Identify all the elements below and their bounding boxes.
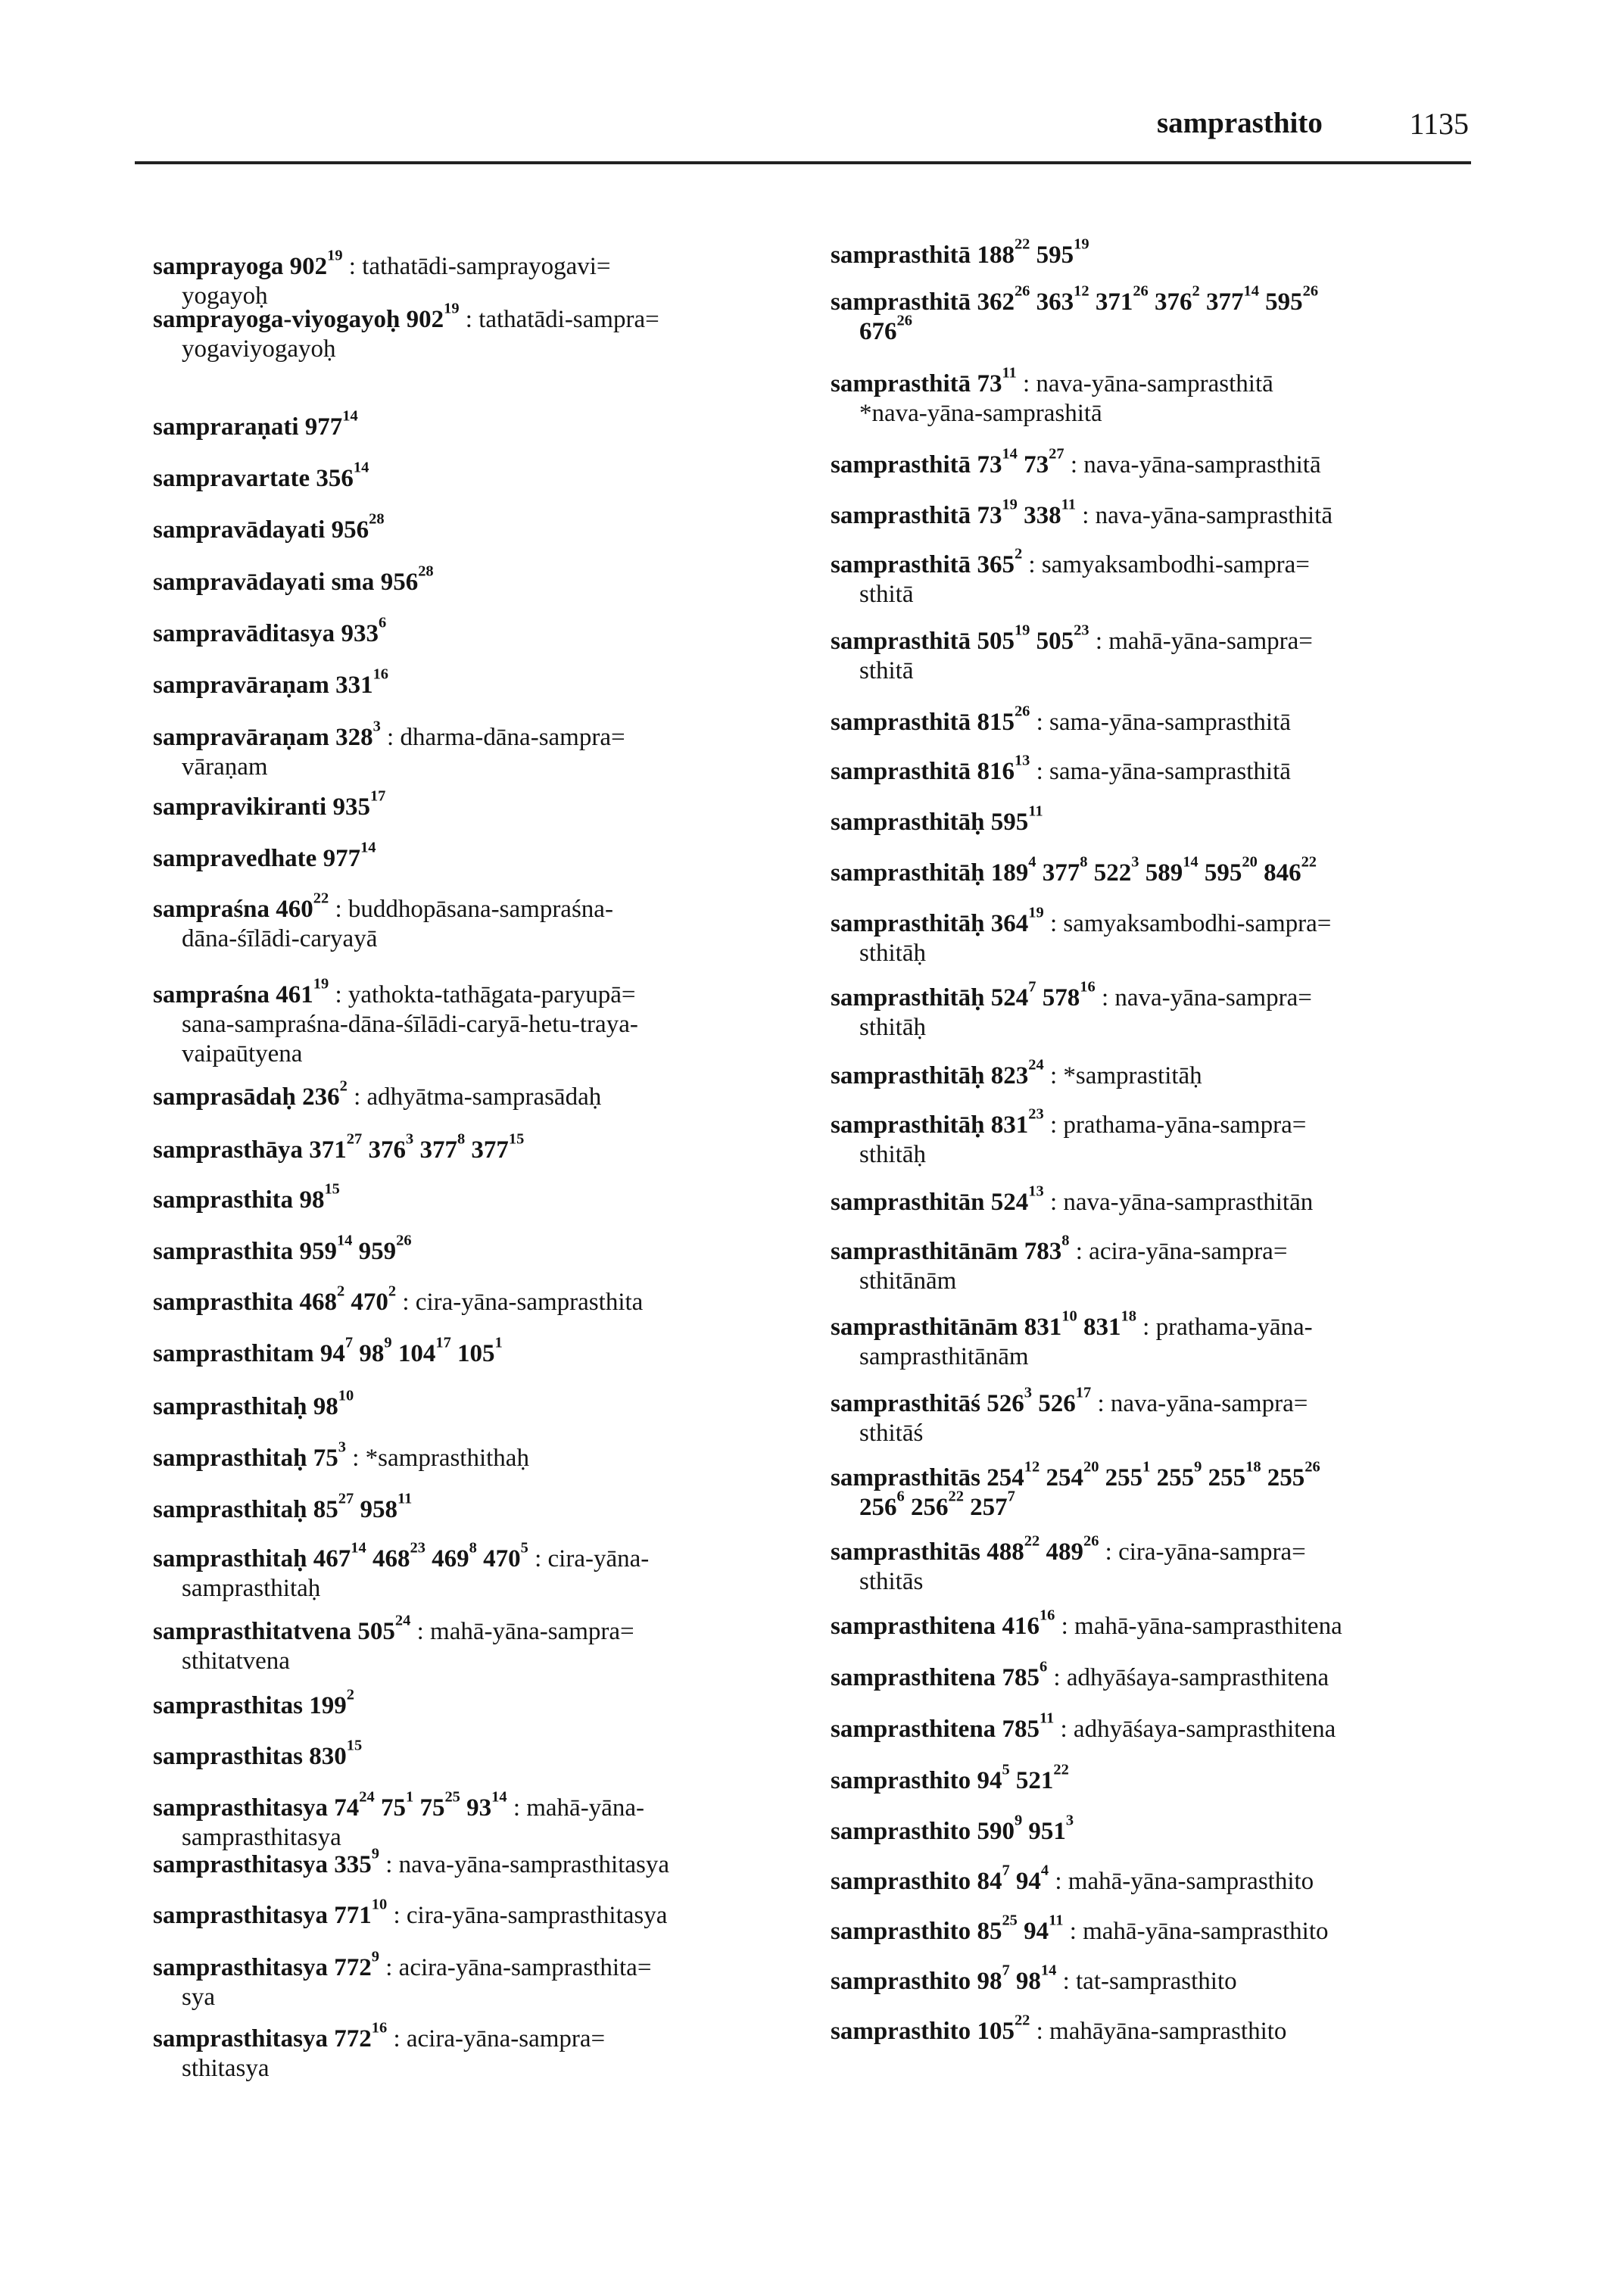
headword: samprasthitaḥ — [153, 1393, 307, 1420]
headword: samprasthita — [153, 1238, 294, 1265]
gloss: : *samprasthithaḥ — [346, 1445, 529, 1472]
gloss-continuation: sya — [182, 1984, 215, 2011]
index-entry — [153, 1737, 363, 1772]
headword: samprasthitas — [153, 1692, 304, 1719]
headword: samprasthito — [831, 1918, 971, 1945]
gloss: : cira-yāna- — [528, 1545, 650, 1572]
page-references: $977^{14}$ — [304, 407, 358, 441]
index-entry — [153, 1130, 525, 1165]
headword: samprasthāya — [153, 1136, 304, 1164]
headword: samprasthitā — [831, 628, 971, 655]
gloss: : acira-yāna-sampra= — [1069, 1238, 1288, 1265]
index-entry — [153, 1788, 644, 1853]
index-entry — [153, 1077, 602, 1112]
page-references: $772^9$ — [334, 1948, 379, 1981]
gloss: : tat-samprasthito — [1056, 1968, 1237, 1995]
page-references: $331^{16}$ — [335, 665, 389, 699]
index-entry — [831, 235, 1089, 270]
gloss-continuation: sana-sampraśna-dāna-śīlādi-caryā-hetu-traya- — [182, 1011, 638, 1038]
gloss: : nava-yāna-samprasthitān — [1043, 1189, 1314, 1216]
gloss: : cira-yāna-sampra= — [1099, 1538, 1306, 1566]
gloss-continuation: vaipaūtyena — [182, 1040, 303, 1068]
index-entry — [831, 904, 1332, 968]
gloss: : tathatādi-sampra= — [459, 306, 659, 333]
index-entry — [831, 496, 1333, 531]
headword: samprasthitena — [831, 1664, 996, 1691]
index-entry — [831, 978, 1312, 1043]
gloss-continuation: sthitāḥ — [859, 1014, 926, 1041]
gloss: : mahā-yāna-sampra= — [1089, 628, 1313, 655]
index-entry — [831, 1710, 1336, 1744]
index-entry — [153, 890, 613, 954]
page-references: $831^{10}$ $831^{18}$ — [1024, 1308, 1136, 1341]
page-references: $236^2$ — [302, 1077, 348, 1111]
index-entry — [831, 803, 1043, 837]
running-header — [1157, 106, 1469, 151]
headword: samprasthitas — [153, 1743, 304, 1770]
gloss: : nava-yāna-samprasthitā — [1075, 502, 1333, 529]
page-references: $956^{28}$ — [331, 510, 385, 544]
gloss: : acira-yāna-samprasthita= — [379, 1954, 652, 1981]
headword: samprasthitā — [831, 370, 971, 397]
index-entry — [831, 1532, 1306, 1597]
gloss: : mahāyāna-samprasthito — [1030, 2018, 1287, 2045]
index-entry — [831, 2012, 1287, 2046]
index-entry — [153, 1438, 529, 1473]
headword: samprayoga — [153, 253, 284, 280]
gloss-continuation: sthitā — [859, 657, 914, 684]
headword: samprasthitam — [153, 1340, 314, 1367]
page-references: $94^7$ $98^9$ $104^{17}$ $105^1$ — [320, 1334, 503, 1367]
index-entry — [153, 1845, 670, 1880]
index-entry — [153, 247, 611, 311]
index-entry — [153, 2019, 606, 2084]
gloss: : buddhopāsana-sampraśna- — [329, 896, 613, 923]
index-entry — [831, 1812, 1074, 1847]
headword: samprasthitasya — [153, 1902, 329, 1929]
gloss-continuation: $256^6$ $256^{22}$ $257^7$ — [859, 1488, 1015, 1521]
gloss-continuation: samprasthitānām — [859, 1343, 1029, 1370]
gloss: : nava-yāna-samprasthitasya — [379, 1851, 670, 1878]
index-entry — [831, 545, 1310, 609]
headword: samprasthitasya — [153, 2025, 329, 2052]
headword: samprasthitaḥ — [153, 1545, 307, 1572]
headword: samprasthito — [831, 1818, 971, 1845]
index-entry — [831, 1056, 1202, 1091]
page-references: $254^{12}$ $254^{20}$ $255^1$ $255^9$ $255^{18}$ $255^{26}$ — [987, 1458, 1320, 1491]
page-references: $98^{10}$ — [313, 1387, 354, 1420]
index-entry — [153, 1180, 340, 1215]
index-entry — [831, 282, 1319, 347]
index-entry — [153, 563, 434, 597]
page-references: $371^{27}$ $376^3$ $377^8$ $377^{15}$ — [309, 1130, 525, 1164]
page-references: $84^7$ $94^4$ — [977, 1862, 1049, 1895]
headword: samprasthitena — [831, 1716, 996, 1743]
page-references: $73^{11}$ — [977, 364, 1017, 397]
gloss: : mahā-yāna-samprasthito — [1049, 1868, 1314, 1895]
page-references: $365^2$ — [977, 545, 1023, 578]
headword: samprasthitānām — [831, 1238, 1018, 1265]
page-references: $85^{27}$ $958^{11}$ — [313, 1490, 413, 1523]
page-references: $461^{19}$ — [276, 975, 329, 1008]
page-references: $816^{13}$ — [977, 752, 1030, 785]
page-references: $188^{22}$ $595^{19}$ — [977, 235, 1089, 269]
header-rule — [135, 161, 1471, 164]
index-entry — [831, 752, 1291, 787]
headword: sampravāraṇam — [153, 724, 329, 751]
index-entry — [831, 1862, 1314, 1897]
gloss: : cira-yāna-samprasthitasya — [387, 1902, 668, 1929]
headword: samprasthito — [831, 1868, 971, 1895]
gloss: : *samprastitāḥ — [1043, 1062, 1202, 1089]
page-references: $785^6$ — [1002, 1658, 1048, 1691]
headword: sampravādayati — [153, 516, 326, 544]
page-number: 1135 — [1409, 107, 1469, 141]
page-references: $73^{14}$ $73^{27}$ — [977, 445, 1064, 478]
gloss-continuation: yogayoḥ — [182, 282, 268, 310]
headword: samprayoga-viyogayoḥ — [153, 306, 401, 333]
headword: samprasthitās — [831, 1464, 981, 1491]
index-entry — [831, 703, 1291, 737]
headword: samprasthitās — [831, 1538, 981, 1566]
gloss-continuation: yogaviyogayoḥ — [182, 335, 336, 363]
page-references: $590^9$ $951^3$ — [977, 1812, 1074, 1845]
index-entry — [153, 1232, 412, 1267]
gloss: : mahā-yāna-samprasthitena — [1055, 1613, 1342, 1640]
headword: sampravādayati sma — [153, 569, 375, 596]
page-references: $902^{19}$ — [289, 247, 343, 280]
headword: samprasthitā — [831, 758, 971, 785]
headword: samprasthitāḥ — [831, 1062, 985, 1089]
page-references: $85^{25}$ $94^{11}$ — [977, 1912, 1064, 1945]
headword: sampravikiranti — [153, 793, 327, 821]
headword: samprasthitāḥ — [831, 859, 985, 887]
headword: samprasthitasya — [153, 1794, 329, 1822]
page-references: $505^{24}$ — [357, 1612, 411, 1645]
headword: samprasthitāḥ — [831, 809, 985, 836]
page-references: $935^{17}$ — [332, 787, 386, 821]
page-references: $524^{13}$ — [990, 1183, 1044, 1216]
gloss: : yathokta-tathāgata-paryupā= — [329, 981, 636, 1008]
gloss: : nava-yāna-samprasthitā — [1064, 451, 1321, 478]
page-references: $815^{26}$ — [977, 703, 1030, 736]
gloss-continuation: $676^{26}$ — [859, 312, 912, 345]
page-references: $977^{14}$ — [323, 839, 376, 872]
page-references: $189^4$ $377^8$ $522^3$ $589^{14}$ $595^{20}$ $846^{22}$ — [990, 853, 1317, 887]
headword: samprasthitān — [831, 1189, 985, 1216]
page-references: $73^{19}$ $338^{11}$ — [977, 496, 1076, 529]
headword: samprasthitasya — [153, 1954, 329, 1981]
gloss-continuation: sthitasya — [182, 2055, 270, 2082]
headword: sampravāditasya — [153, 620, 335, 647]
page-references: $772^{16}$ — [334, 2019, 388, 2052]
index-entry — [831, 1384, 1308, 1448]
page-references: $830^{15}$ — [309, 1737, 363, 1770]
index-entry — [831, 1458, 1320, 1523]
headword: samprasthitā — [831, 242, 971, 269]
gloss-continuation: sthitāḥ — [859, 1141, 926, 1168]
gloss-continuation: sthitās — [859, 1568, 924, 1595]
gloss-continuation: sthitatvena — [182, 1647, 290, 1675]
gloss-continuation: sthitānām — [859, 1267, 957, 1295]
index-entry — [831, 1912, 1329, 1946]
gloss-continuation: samprasthitasya — [182, 1824, 341, 1851]
gloss: : mahā-yāna-samprasthito — [1063, 1918, 1329, 1945]
page-references: $488^{22}$ $489^{26}$ — [987, 1532, 1099, 1566]
page-references: $328^3$ — [335, 718, 381, 751]
index-entry — [153, 459, 369, 494]
index-entry — [831, 1232, 1288, 1296]
headword: samprasthitena — [831, 1613, 996, 1640]
gloss-continuation: vāraṇam — [182, 753, 268, 781]
page-references: $468^2$ $470^2$ — [299, 1283, 397, 1316]
gloss: : mahā-yāna-sampra= — [410, 1618, 634, 1645]
index-entry — [153, 1686, 354, 1721]
page-references: $199^2$ — [309, 1686, 354, 1719]
index-entry — [831, 1308, 1313, 1372]
gloss: : prathama-yāna-sampra= — [1043, 1111, 1307, 1139]
gloss-continuation: samprasthitaḥ — [182, 1575, 321, 1602]
headword: samprasthito — [831, 1767, 971, 1794]
gloss: : adhyāśaya-samprasthitena — [1054, 1716, 1336, 1743]
headword: samprasthitā — [831, 502, 971, 529]
index-entry — [831, 622, 1313, 686]
index-entry — [153, 1490, 413, 1525]
index-entry — [153, 1283, 644, 1317]
index-entry — [153, 718, 625, 782]
page-references: $823^{24}$ — [990, 1056, 1044, 1089]
page-references: $335^9$ — [334, 1845, 379, 1878]
gloss: : samyaksambodhi-sampra= — [1043, 910, 1332, 937]
index-entry — [153, 787, 386, 822]
index-entry — [153, 1948, 652, 2012]
page-references: $831^{23}$ — [990, 1105, 1044, 1139]
headword: sampraśna — [153, 896, 270, 923]
gloss-continuation: *nava-yāna-samprashitā — [859, 400, 1102, 427]
page-references: $74^{24}$ $75^1$ $75^{25}$ $93^{14}$ — [334, 1788, 507, 1822]
index-entry — [153, 614, 387, 649]
index-entry — [153, 407, 358, 442]
page-references: $505^{19}$ $505^{23}$ — [977, 622, 1089, 655]
headword: samprasthitāś — [831, 1390, 981, 1417]
gloss: : mahā-yāna- — [507, 1794, 644, 1822]
headword: sampraraṇati — [153, 413, 299, 441]
page-references: $956^{28}$ — [380, 563, 434, 596]
index-entry — [831, 1962, 1237, 1996]
page-references: $959^{14}$ $959^{26}$ — [299, 1232, 412, 1265]
index-entry — [153, 1539, 650, 1604]
index-entry — [831, 1761, 1069, 1796]
index-entry — [153, 1334, 503, 1369]
index-entry — [831, 1105, 1307, 1170]
headword: samprasthitā — [831, 551, 971, 578]
page-references: $416^{16}$ — [1002, 1607, 1055, 1640]
gloss: : nava-yāna-samprasthitā — [1016, 370, 1273, 397]
headword: samprasthitā — [831, 451, 971, 478]
page-references: $783^8$ — [1024, 1232, 1070, 1265]
gloss: : nava-yāna-sampra= — [1091, 1390, 1308, 1417]
headword: samprasthito — [831, 1968, 971, 1995]
gloss: : sama-yāna-samprasthitā — [1030, 758, 1291, 785]
headword: samprasthitāḥ — [831, 984, 985, 1011]
headword: samprasthitā — [831, 288, 971, 316]
gloss: : acira-yāna-sampra= — [387, 2025, 606, 2052]
gloss: : cira-yāna-samprasthita — [396, 1289, 644, 1316]
index-entry — [831, 1607, 1342, 1641]
page-references: $524^7$ $578^{16}$ — [990, 978, 1096, 1011]
headword: samprasādaḥ — [153, 1083, 296, 1111]
headword: samprasthitāḥ — [831, 910, 985, 937]
headword: samprasthitaḥ — [153, 1496, 307, 1523]
gloss: : sama-yāna-samprasthitā — [1030, 709, 1291, 736]
headword: samprasthitasya — [153, 1851, 329, 1878]
page-references: $785^{11}$ — [1002, 1710, 1055, 1743]
page-references: $94^5$ $521^{22}$ — [977, 1761, 1069, 1794]
index-entry — [831, 853, 1317, 888]
page-references: $595^{11}$ — [990, 803, 1043, 836]
headword: samprasthitaḥ — [153, 1445, 307, 1472]
page-references: $933^6$ — [341, 614, 387, 647]
gloss-continuation: sthitāś — [859, 1420, 924, 1447]
headword: samprasthitatvena — [153, 1618, 352, 1645]
index-entry — [153, 665, 389, 700]
headword: sampravedhate — [153, 845, 317, 872]
headword: samprasthito — [831, 2018, 971, 2045]
page-references: $460^{22}$ — [276, 890, 329, 923]
page-references: $362^{26}$ $363^{12}$ $371^{26}$ $376^2$ $377^{14}$ $595^{26}$ — [977, 282, 1319, 316]
index-entry — [153, 510, 385, 545]
index-entry — [831, 1183, 1314, 1217]
index-entry — [153, 975, 638, 1069]
index-entry — [153, 1612, 634, 1676]
gloss: : nava-yāna-sampra= — [1095, 984, 1312, 1011]
headword: samprasthita — [153, 1186, 294, 1214]
gloss-continuation: sthitā — [859, 581, 914, 608]
headword: sampravāraṇam — [153, 672, 329, 699]
page-references: $364^{19}$ — [990, 904, 1044, 937]
index-entry — [153, 1896, 668, 1931]
page-references: $75^3$ — [313, 1438, 346, 1472]
headword: sampraśna — [153, 981, 270, 1008]
headword: sampravartate — [153, 465, 310, 492]
page-references: $771^{10}$ — [334, 1896, 388, 1929]
index-entry — [153, 1387, 354, 1422]
gloss-continuation: dāna-śīlādi-caryayā — [182, 925, 378, 952]
index-entry — [831, 364, 1273, 429]
index-entry — [153, 839, 376, 874]
headword: samprasthitā — [831, 709, 971, 736]
gloss: : samyaksambodhi-sampra= — [1022, 551, 1310, 578]
headword: samprasthitāḥ — [831, 1111, 985, 1139]
page-references: $356^{14}$ — [316, 459, 369, 492]
gloss: : tathatādi-samprayogavi= — [342, 253, 611, 280]
page-references: $98^7$ $98^{14}$ — [977, 1962, 1057, 1995]
index-entry — [153, 300, 659, 364]
page-references: $105^{22}$ — [977, 2012, 1030, 2045]
gloss: : adhyāśaya-samprasthitena — [1047, 1664, 1329, 1691]
page-references: $526^3$ $526^{17}$ — [987, 1384, 1092, 1417]
headword: samprasthitānām — [831, 1314, 1018, 1341]
page-references: $902^{19}$ — [406, 300, 460, 333]
gloss: : adhyātma-samprasādaḥ — [347, 1083, 602, 1111]
index-entry — [831, 1658, 1329, 1693]
page-references: $467^{14}$ $468^{23}$ $469^8$ $470^5$ — [313, 1539, 528, 1572]
header-word: samprasthito — [1157, 107, 1323, 139]
gloss: : prathama-yāna- — [1136, 1314, 1313, 1341]
gloss-continuation: sthitāḥ — [859, 940, 926, 967]
gloss: : dharma-dāna-sampra= — [380, 724, 625, 751]
headword: samprasthita — [153, 1289, 294, 1316]
index-entry — [831, 445, 1321, 480]
page-references: $98^{15}$ — [299, 1180, 340, 1214]
